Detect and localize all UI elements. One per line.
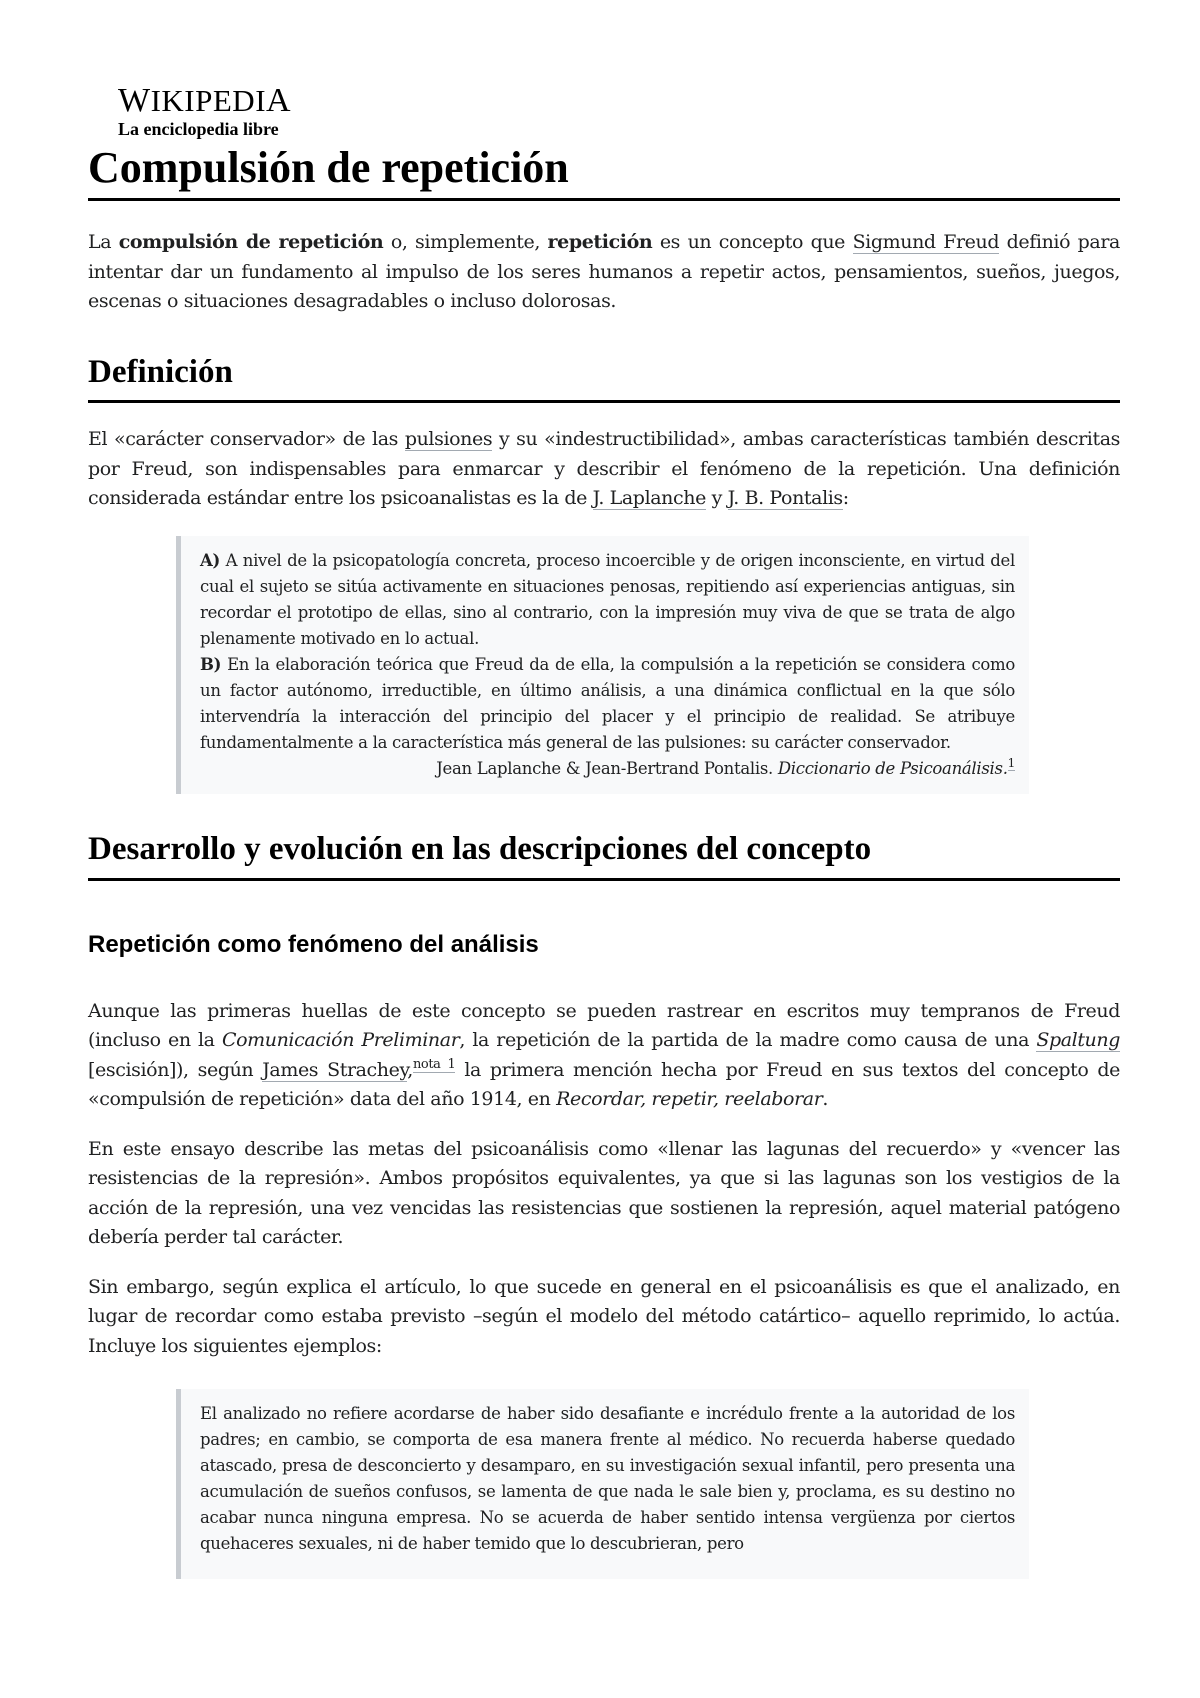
wikipedia-logo[interactable] — [118, 84, 1120, 138]
definicion-paragraph: El «carácter conservador» de las pulsiones y su «indestructibilidad», ambas características también descritas por Freud, son indispensables para enmarcar y describir el fenómeno de la repetición. Una definición considerada estándar entre los psicoanalistas es la de J. Laplanche y J. B. Pontalis: — [88, 428, 1120, 510]
desarrollo-paragraph-3: Sin embargo, según explica el artículo, lo que sucede en general en el psicoanálisis es que el analizado, en lugar de recordar como estaba previsto –según el modelo del método catártico– aquello reprimido, lo actúa. Incluye los siguientes ejemplos: — [88, 1275, 1120, 1357]
examples-quote-text: El analizado no refiere acordarse de haber sido desafiante e incrédulo frente a la autoridad de los padres; en cambio, se comporta de esa manera frente al médico. No recuerda haberse quedado atascado, presa de desconcierto y desamparo, en su investigación sexual infantil, pero presenta una acumulación de sueños confusos, se lamenta de que nada le sale bien y, proclama, es su destino no acabar nunca ninguna empresa. No se acuerda de haber sentido intensa vergüenza por ciertos quehaceres sexuales, ni de haber temido que lo descubrieran, pero — [200, 1404, 1015, 1554]
examples-quote — [176, 1389, 1029, 1579]
heading-definicion: Definición — [88, 353, 1120, 404]
quote-part-a: A) A nivel de la psicopatología concreta, proceso incoercible y de origen inconsciente, en virtud del cual el sujeto se sitúa activamente en situaciones penosas, repitiendo así experiencias antiguas, sin recordar el prototipo de ellas, sino al contrario, con la impresión muy viva de que se trata de algo plenamente motivado en lo actual. B) En la elaboración teórica que Freud da de ella, la compulsión a la repetición se considera como un factor autónomo, irreductible, en último análisis, a una dinámica conflictual en la que sólo intervendría la interacción del principio del placer y el principio de realidad. Se atribuye fundamentalmente a la característica más general de las pulsiones: su carácter conservador. — [200, 550, 1015, 752]
page-title: Compulsión de repetición — [88, 144, 1120, 201]
desarrollo-paragraph-2: En este ensayo describe las metas del psicoanálisis como «llenar las lagunas del recuerdo» y «vencer las resistencias de la represión». Ambos propósitos equivalentes, ya que si las lagunas son los vestigios de la acción de la represión, una vez vencidas las resistencias que sostienen la represión, aquel material patógeno debería perder tal carácter. — [88, 1137, 1120, 1249]
link-spaltung[interactable]: Spaltung — [1036, 1029, 1120, 1052]
link-sigmund-freud[interactable]: Sigmund Freud — [852, 231, 1000, 254]
logo-tagline: La enciclopedia libre — [118, 119, 279, 139]
link-james-strachey[interactable]: James Strachey — [262, 1058, 408, 1081]
definition-quote — [176, 536, 1029, 794]
intro-paragraph: La compulsión de repetición o, simplemente, repetición es un concepto que Sigmund Freud definió para intentar dar un fundamento al impulso de los seres humanos a repetir actos, pensamientos, sueños, juegos, escenas o situaciones desagradables o incluso dolorosas. — [88, 231, 1120, 313]
article-page — [88, 84, 1120, 1579]
desarrollo-paragraph-1: Aunque las primeras huellas de este concepto se pueden rastrear en escritos muy tempranos de Freud (incluso en la Comunicación Preliminar, la repetición de la partida de la madre como causa de una Spaltung [escisión]), según James Strachey,$^{nota 1}$ la primera mención hecha por Freud en sus textos del concepto de «compulsión de repetición» data del año 1914, en Recordar, repetir, reelaborar. — [88, 999, 1120, 1111]
link-laplanche[interactable]: J. Laplanche — [592, 487, 706, 510]
quote-citation: Jean Laplanche & Jean-Bertrand Pontalis. Diccionario de Psicoanálisis.$^1$ — [436, 756, 1015, 778]
link-pontalis[interactable]: J. B. Pontalis — [727, 487, 843, 510]
reference-1-link[interactable]: 1 — [1007, 756, 1015, 771]
subheading-repeticion: Repetición como fenómeno del análisis — [88, 930, 539, 958]
link-pulsiones[interactable]: pulsiones — [404, 428, 493, 451]
heading-desarrollo: Desarrollo y evolución en las descripciones del concepto — [88, 830, 1120, 881]
logo-wordmark: WIKIPEDIA — [118, 82, 292, 119]
note-1-link[interactable]: nota 1 — [412, 1057, 456, 1073]
